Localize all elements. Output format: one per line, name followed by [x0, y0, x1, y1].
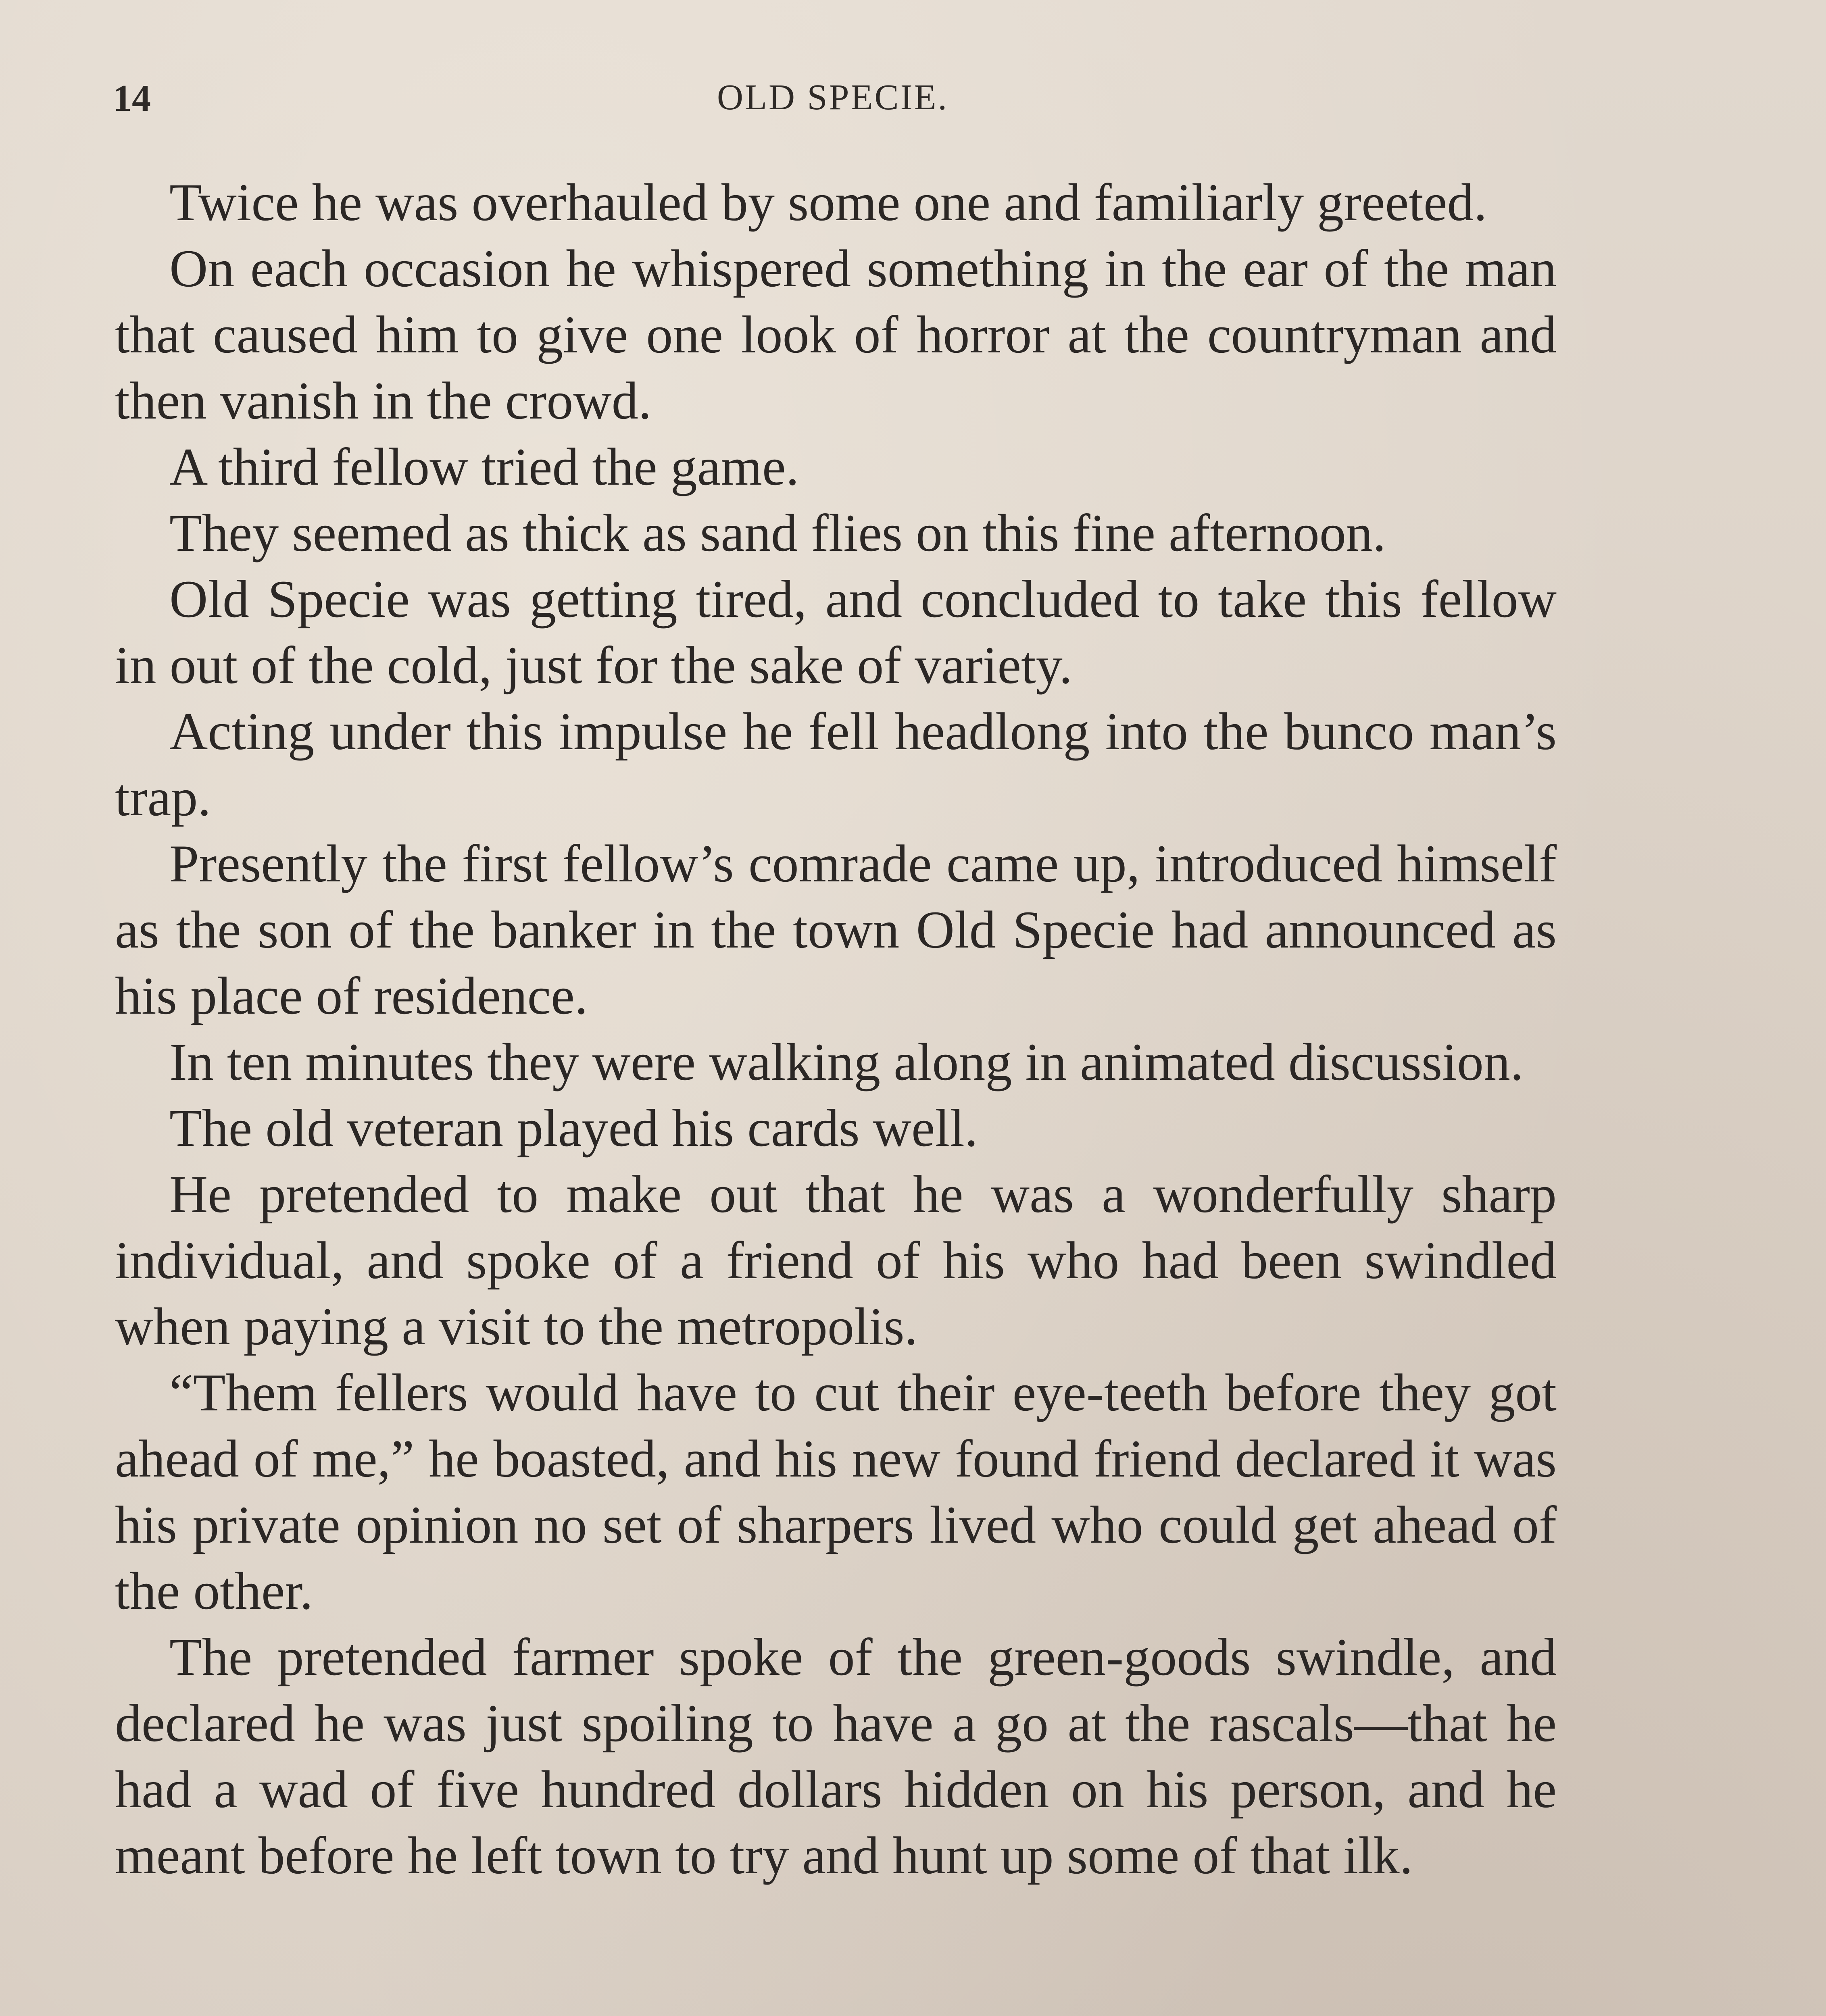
- paragraph: Acting under this impulse he fell headlong into the bunco man’s trap.: [115, 702, 1557, 827]
- paragraph: They seemed as thick as sand flies on this fine afternoon.: [169, 503, 1386, 562]
- paragraph: Presently the first fellow’s comrade came up, introduced himself as the son of the banker in the town Old Specie had announced as his place of residence.: [115, 834, 1557, 1025]
- paragraph: Old Specie was getting tired, and concluded to take this fellow in out of the cold, just for the sake of variety.: [115, 569, 1557, 695]
- paragraph: A third fellow tried the game.: [169, 437, 799, 496]
- paragraph: On each occasion he whispered something in the ear of the man that caused him to give one look of horror at the countryman and then vanish in the crowd.: [115, 239, 1557, 430]
- paragraph: In ten minutes they were walking along in animated discussion.: [169, 1032, 1524, 1091]
- page-number: 14: [113, 77, 151, 119]
- paragraph: He pretended to make out that he was a wonderfully sharp individual, and spoke of a friend of his who had been swindled when paying a visit to the metropolis.: [115, 1164, 1557, 1356]
- paragraph: “Them fellers would have to cut their eye-teeth before they got ahead of me,” he boasted, and his new found friend declared it was his private opinion no set of sharpers lived who could get ahead of the other.: [115, 1363, 1557, 1620]
- running-title: OLD SPECIE.: [717, 77, 949, 117]
- page-header: [113, 65, 1553, 121]
- paragraph: The pretended farmer spoke of the green-goods swindle, and declared he was just spoiling to have a go at the rascals—that he had a wad of five hundred dollars hidden on his person, and he meant before he left town to try and hunt up some of that ilk.: [115, 1627, 1557, 1885]
- paragraph: The old veteran played his cards well.: [169, 1098, 978, 1158]
- body-text: [115, 169, 1557, 1889]
- paragraph: Twice he was overhauled by some one and familiarly greeted.: [169, 173, 1487, 232]
